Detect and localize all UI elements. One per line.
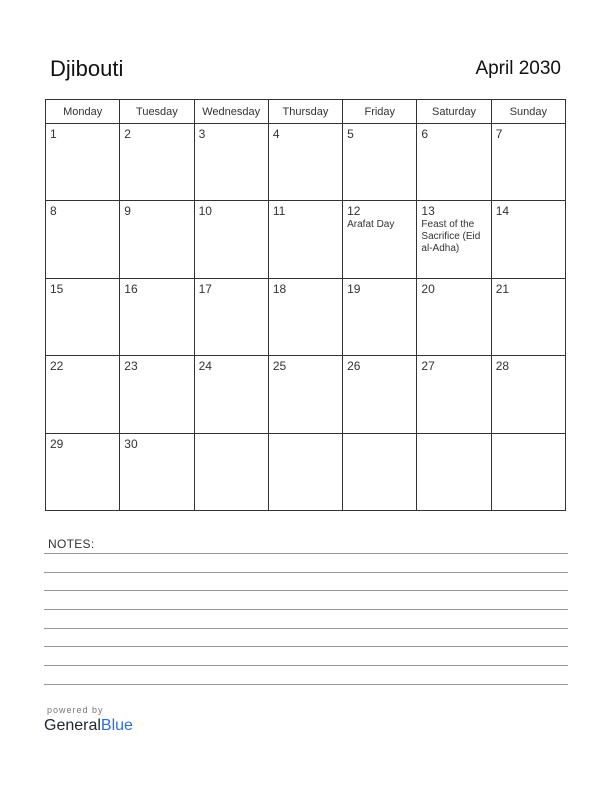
day-cell xyxy=(343,433,417,510)
day-cell xyxy=(491,278,565,355)
week-row xyxy=(46,124,566,201)
brand-general-text: General xyxy=(44,717,101,734)
day-number: 16 xyxy=(124,281,138,296)
day-cell xyxy=(194,201,268,278)
note-line xyxy=(44,572,568,573)
day-number: 25 xyxy=(272,359,287,374)
note-line xyxy=(44,590,568,591)
note-line xyxy=(44,684,568,685)
day-number: 13 xyxy=(421,204,435,219)
weekday-header-row xyxy=(46,100,566,124)
day-number: 23 xyxy=(124,359,138,374)
day-cell xyxy=(46,356,120,433)
day-number: 1 xyxy=(50,127,57,141)
day-cell xyxy=(120,278,194,355)
day-cell xyxy=(194,433,268,510)
day-number: 21 xyxy=(495,281,510,296)
powered-by-text: powered by xyxy=(47,705,104,715)
day-cell xyxy=(417,278,491,355)
day-number: 11 xyxy=(272,204,286,219)
day-number: 30 xyxy=(124,436,138,451)
week-row xyxy=(46,356,566,433)
day-number: 29 xyxy=(50,436,64,451)
day-number: 9 xyxy=(124,204,131,219)
day-cell xyxy=(120,433,194,510)
day-number: 10 xyxy=(198,204,212,219)
day-cell xyxy=(268,201,342,278)
weekday-friday: Friday xyxy=(343,100,417,124)
day-cell xyxy=(491,124,565,201)
day-number: 5 xyxy=(347,127,354,141)
month-title: April 2030 xyxy=(475,58,561,79)
note-line xyxy=(44,553,568,554)
day-cell xyxy=(194,278,268,355)
generalblue-logo[interactable] xyxy=(44,717,133,735)
day-number: 17 xyxy=(198,281,212,296)
day-cell xyxy=(491,356,565,433)
day-number: 27 xyxy=(421,359,435,374)
day-cell xyxy=(417,201,491,278)
day-cell xyxy=(268,124,342,201)
day-cell xyxy=(268,433,342,510)
day-cell xyxy=(343,278,417,355)
day-number: 24 xyxy=(198,359,212,374)
weekday-sunday: Sunday xyxy=(491,100,565,124)
note-line xyxy=(44,628,568,629)
note-line xyxy=(44,646,568,647)
day-cell xyxy=(417,433,491,510)
day-number: 15 xyxy=(50,281,64,296)
day-cell xyxy=(343,356,417,433)
week-row xyxy=(46,201,566,278)
weekday-saturday: Saturday xyxy=(417,100,491,124)
day-number: 6 xyxy=(421,127,429,141)
day-number: 3 xyxy=(198,127,206,141)
notes-label: NOTES: xyxy=(48,537,95,551)
day-number: 7 xyxy=(495,127,503,141)
day-cell xyxy=(491,201,565,278)
day-cell xyxy=(491,433,565,510)
weekday-thursday: Thursday xyxy=(268,100,342,124)
day-number: 22 xyxy=(50,359,64,374)
day-number: 19 xyxy=(347,281,361,296)
day-cell xyxy=(194,124,268,201)
day-cell xyxy=(46,278,120,355)
day-cell xyxy=(268,278,342,355)
day-cell xyxy=(120,201,194,278)
day-cell xyxy=(343,124,417,201)
day-cell xyxy=(417,356,491,433)
weekday-tuesday: Tuesday xyxy=(120,100,194,124)
brand-blue-text: Blue xyxy=(100,717,133,734)
day-cell xyxy=(46,433,120,510)
holiday-label: Arafat Day xyxy=(347,219,395,231)
day-number: 8 xyxy=(50,204,57,219)
day-number: 4 xyxy=(272,127,280,141)
day-cell xyxy=(120,356,194,433)
day-number: 12 xyxy=(347,204,361,219)
day-number: 2 xyxy=(124,127,131,141)
day-cell xyxy=(120,124,194,201)
week-row xyxy=(46,433,566,510)
weekday-wednesday: Wednesday xyxy=(194,100,268,124)
day-cell xyxy=(194,356,268,433)
day-cell xyxy=(343,201,417,278)
note-line xyxy=(44,665,568,666)
calendar-grid xyxy=(45,99,566,511)
day-cell xyxy=(46,124,120,201)
day-number: 26 xyxy=(347,359,361,374)
country-title: Djibouti xyxy=(50,56,124,81)
day-number: 28 xyxy=(495,359,510,374)
week-row xyxy=(46,278,566,355)
weekday-monday: Monday xyxy=(46,100,120,124)
day-cell xyxy=(268,356,342,433)
day-number: 20 xyxy=(421,281,435,296)
holiday-label: Feast of the Sacrifice (Eid al-Adha) xyxy=(421,219,481,255)
day-cell xyxy=(46,201,120,278)
day-cell xyxy=(417,124,491,201)
day-number: 18 xyxy=(272,281,287,296)
day-number: 14 xyxy=(495,204,510,219)
note-line xyxy=(44,609,568,610)
